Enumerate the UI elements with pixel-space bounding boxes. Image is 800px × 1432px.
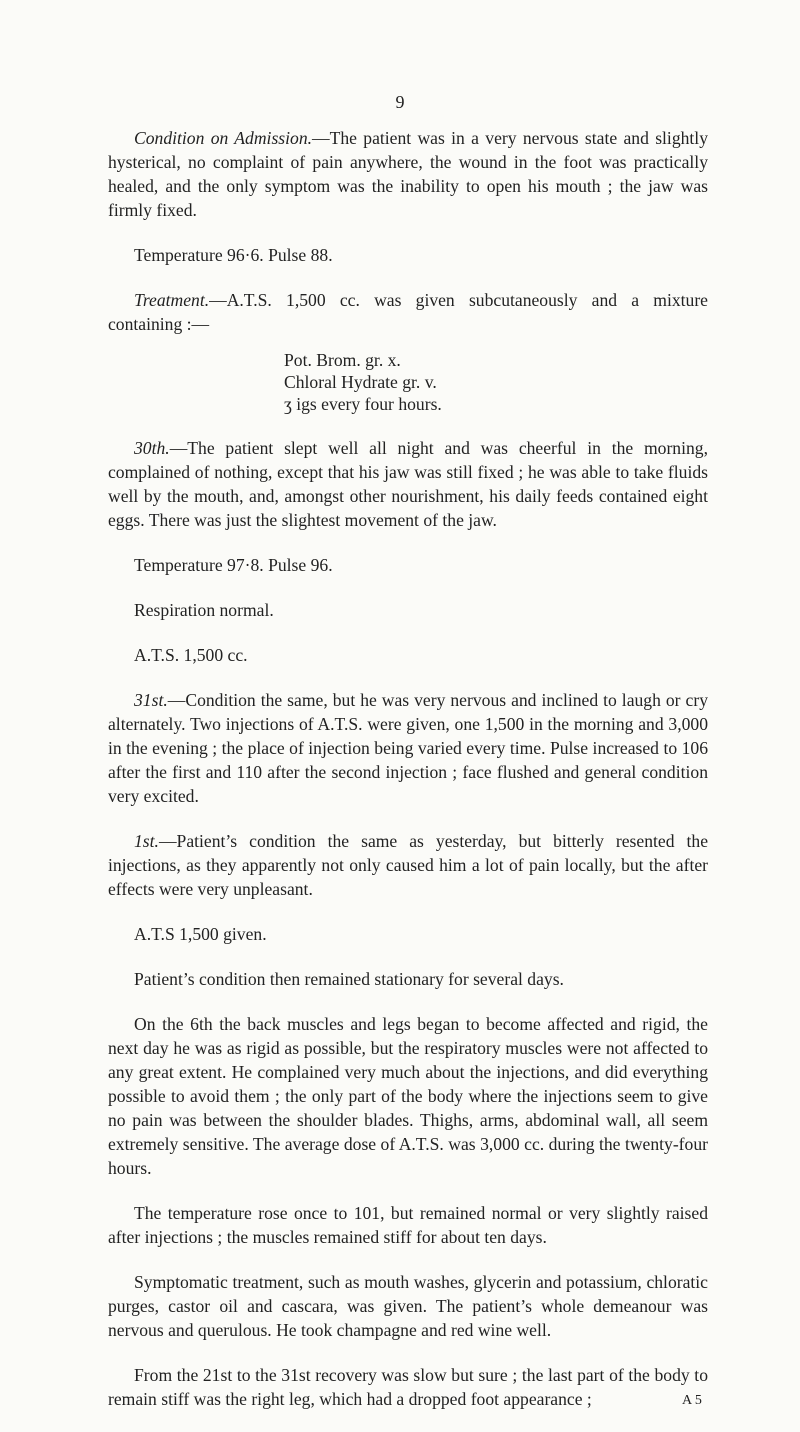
respiration-note: Respiration normal. [134, 600, 274, 620]
vitals-day-30: Temperature 97·8. Pulse 96. [134, 555, 333, 575]
sixth-day-paragraph: On the 6th the back muscles and legs began to become affected and rigid, the next day he was as rigid as possible, but the respiratory muscles were not affected to any great extent. He complained very much about the injections, and did everything possible to avoid them ; the only part of the body where the injections seem to give no pain was between the shoulder blades. Thighs, arms, abdominal wall, all seem extremely sensitive. The average dose of A.T.S. was 3,000 cc. during the twenty-four hours. [108, 1014, 708, 1178]
admission-heading: Condition on Admission. [134, 128, 313, 148]
treatment-paragraph [108, 288, 708, 336]
signature-mark: A 5 [682, 1393, 702, 1408]
temperature-paragraph: The temperature rose once to 101, but remained normal or very slightly raised after injections ; the muscles remained stiff for about ten days. [108, 1203, 708, 1247]
symptomatic-treatment-paragraph: Symptomatic treatment, such as mouth washes, glycerin and potassium, chloratic purges, castor oil and cascara, was given. The patient’s whole demeanour was nervous and querulous. He took champagne and red wine well. [108, 1272, 708, 1340]
day-1-text: —Patient’s condition the same as yesterday, but bitterly resented the injections, as they apparently not only caused him a lot of pain locally, but the after effects were very unpleasant. [108, 831, 708, 899]
recovery-paragraph: From the 21st to the 31st recovery was slow but sure ; the last part of the body to remain stiff was the right leg, which had a dropped foot appearance ; [108, 1365, 708, 1409]
prescription-line: Chloral Hydrate gr. v. [284, 372, 437, 392]
stationary-note: Patient’s condition then remained stationary for several days. [134, 969, 564, 989]
ats-dose-note: A.T.S. 1,500 cc. [134, 645, 248, 665]
day-1-heading: 1st. [134, 831, 159, 851]
admission-paragraph [108, 126, 708, 222]
prescription-line: ʒ igs every four hours. [284, 394, 442, 414]
prescription-line: Pot. Brom. gr. x. [284, 350, 401, 370]
page-body [108, 126, 708, 1432]
day-31-text: —Condition the same, but he was very nervous and inclined to laugh or cry alternately. Two injections of A.T.S. were given, one 1,500 in the morning and 3,000 in the evening ; the place of injection being varied every time. Pulse increased to 106 after the first and 110 after the second injection ; face flushed and general condition very excited. [108, 690, 708, 806]
ats-given-note: A.T.S 1,500 given. [134, 924, 267, 944]
day-1-paragraph [108, 829, 708, 901]
prescription-block [284, 349, 708, 415]
day-30-heading: 30th. [134, 438, 170, 458]
day-31-heading: 31st. [134, 690, 168, 710]
treatment-heading: Treatment. [134, 290, 210, 310]
treatment-text: —A.T.S. 1,500 cc. was given subcutaneously and a mixture containing :— [108, 290, 708, 334]
day-31-paragraph [108, 688, 708, 808]
day-30-text: —The patient slept well all night and was cheerful in the morning, complained of nothing, except that his jaw was still fixed ; he was able to take fluids well by the mouth, and, amongst other nourishment, his daily feeds contained eight eggs. There was just the slightest movement of the jaw. [108, 438, 708, 530]
vitals-admission: Temperature 96·6. Pulse 88. [134, 245, 333, 265]
day-30-paragraph [108, 436, 708, 532]
page-number: 9 [395, 92, 405, 112]
admission-text: —The patient was in a very nervous state and slightly hysterical, no complaint of pain anywhere, the wound in the foot was practically healed, and the only symptom was the inability to open his mouth ; the jaw was firmly fixed. [108, 128, 708, 220]
